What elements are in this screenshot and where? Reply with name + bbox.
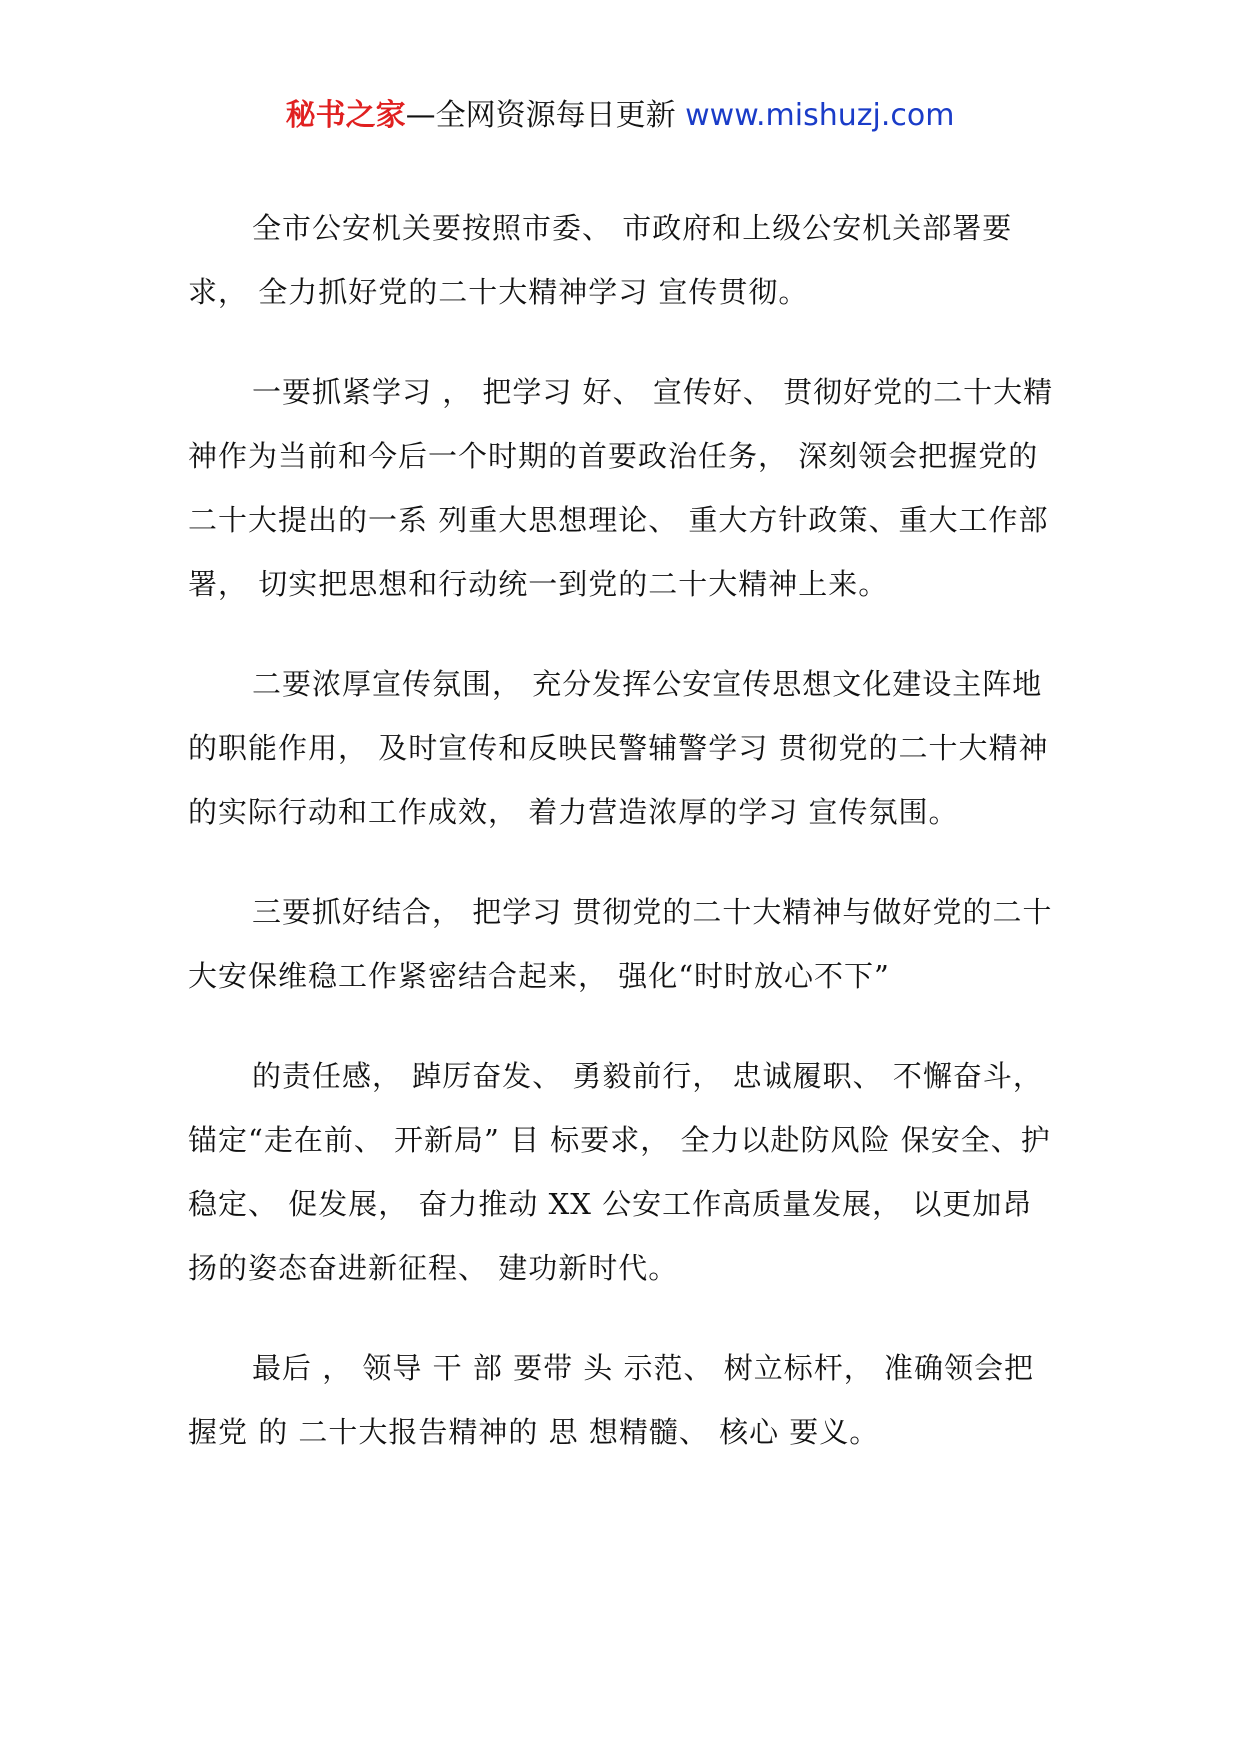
paragraph-point-two: 二要浓厚宣传氛围， 充分发挥公安宣传思想文化建设主阵地的职能作用， 及时宣传和反映民警辅警学习 贯彻党的二十大精神的实际行动和工作成效， 着力营造浓厚的学习 宣传氛围。 — [188, 667, 1049, 829]
brand-name: 秘书之家 — [285, 98, 406, 133]
website-link[interactable]: www.mishuzj.com — [685, 98, 955, 133]
paragraph-conclusion: 最后 ， 领导 干 部 要带 头 示范、 树立标杆， 准确领会把握党 的 二十大报告精神的 思 想精髓、 核心 要义。 — [188, 1351, 1034, 1449]
header-tagline: —全网资源每日更新 — [405, 98, 686, 133]
document-body — [188, 196, 1054, 1464]
paragraph-point-three-continued: 的责任感， 踔厉奋发、 勇毅前行， 忠诚履职、 不懈奋斗， 锚定“走在前、 开新局” 目 标要求， 全力以赴防风险 保安全、护稳定、 促发展， 奋力推动 XX 公安工作高质量发展， 以更加昂扬的姿态奋进新征程、 建功新时代。 — [188, 1059, 1051, 1285]
paragraph-intro: 全市公安机关要按照市委、 市政府和上级公安机关部署要求， 全力抓好党的二十大精神学习 宣传贯彻。 — [188, 211, 1013, 309]
paragraph-point-one: 一要抓紧学习 ， 把学习 好、 宣传好、 贯彻好党的二十大精神作为当前和今后一个时期的首要政治任务， 深刻领会把握党的二十大提出的一系 列重大思想理论、 重大方针政策、重大工作部署， 切实把思想和行动统一到党的二十大精神上来。 — [188, 375, 1054, 601]
page-header — [0, 96, 1240, 136]
paragraph-point-three: 三要抓好结合， 把学习 贯彻党的二十大精神与做好党的二十大安保维稳工作紧密结合起来， 强化“时时放心不下” — [188, 895, 1053, 993]
